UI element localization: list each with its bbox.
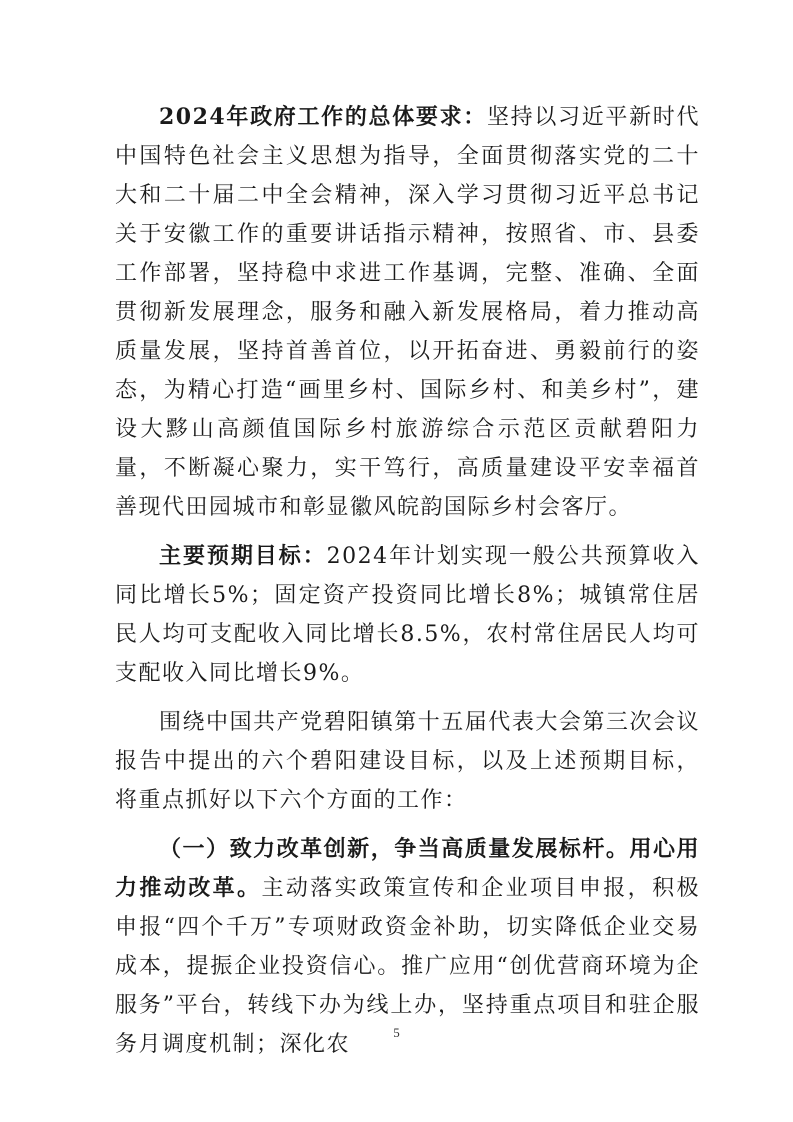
paragraph-body: 围绕中国共产党碧阳镇第十五届代表大会第三次会议报告中提出的六个碧阳建设目标，以及上述预期目标，将重点抓好以下六个方面的工作：: [115, 710, 700, 813]
section-heading: （一）致力改革创新，争当高质量发展标杆。用心用力推动改革。: [115, 836, 700, 901]
page-number: 5: [393, 1025, 400, 1040]
body-text: [115, 98, 700, 1064]
paragraph-six-aspects: [115, 703, 700, 820]
paragraph-general-requirements: [115, 98, 700, 527]
paragraph-body: 2024年计划实现一般公共预算收入同比增长5%；固定资产投资同比增长8%；城镇常住居民人均可支配收入同比增长8.5%，农村常住居民人均可支配收入同比增长9%。: [115, 544, 700, 686]
paragraph-lead: 主要预期目标：: [159, 543, 327, 569]
paragraph-expected-targets: [115, 537, 700, 693]
paragraph-body: 坚持以习近平新时代中国特色社会主义思想为指导，全面贯彻落实党的二十大和二十届二中全会精神，深入学习贯彻习近平总书记关于安徽工作的重要讲话指示精神，按照省、市、县委工作部署，坚持稳中求进工作基调，完整、准确、全面贯彻新发展理念，服务和融入新发展格局，着力推动高质量发展，坚持首善首位，以开拓奋进、勇毅前行的姿态，为精心打造“画里乡村、国际乡村、和美乡村”，建设大黟山高颜值国际乡村旅游综合示范区贡献碧阳力量，不断凝心聚力，实干笃行，高质量建设平安幸福首善现代田园城市和彰显徽风皖韵国际乡村会客厅。: [115, 105, 700, 520]
paragraph-body: 主动落实政策宣传和企业项目申报，积极申报“四个千万”专项财政资金补助，切实降低企业交易成本，提振企业投资信心。推广应用“创优营商环境为企服务”平台，转线下办为线上办，坚持重点项目和驻企服务月调度机制；深化农: [115, 876, 700, 1057]
paragraph-lead: 2024年政府工作的总体要求：: [159, 104, 487, 130]
